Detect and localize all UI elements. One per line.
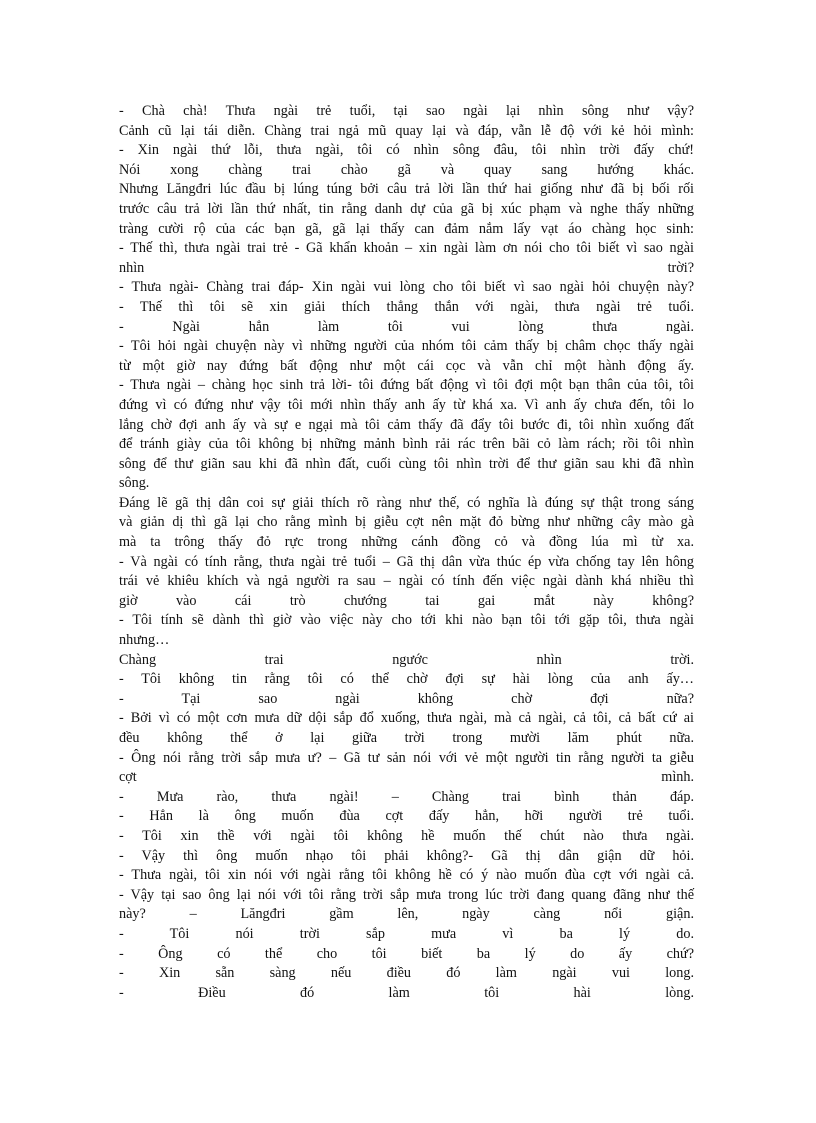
text-line: Nhưng Lăngđri lúc đầu bị lúng túng bởi câu trả lời lần thứ hai giống như đã bị bối rối (119, 181, 694, 198)
text-line: cợt mình. (119, 769, 694, 786)
text-line: - Vậy thì ông muốn nhạo tôi phải không?- Gã thị dân giận dữ hỏi. (119, 847, 694, 864)
text-line: - Tại sao ngài không chờ đợi nữa? (119, 690, 694, 707)
text-line: - Chà chà! Thưa ngài trẻ tuổi, tại sao ngài lại nhìn sông như vậy? (119, 103, 694, 119)
text-line: tràng cười rộ của các bạn gã, gã lại thấy can đảm nắm lấy vạt áo chàng học sinh: (119, 220, 694, 237)
text-line: Chàng trai ngước nhìn trời. (119, 651, 694, 668)
text-line: - Tôi hỏi ngài chuyện này vì những người của nhóm tôi cảm thấy bị châm chọc thấy ngài (119, 338, 694, 355)
text-line: - Ông nói rằng trời sắp mưa ư? – Gã tư sản nói với vẻ một người tin rằng người ta giễu (119, 749, 694, 766)
text-line: - Tôi tính sẽ dành thì giờ vào việc này cho tới khi nào bạn tôi tới gặp tôi, thưa ngài (119, 612, 694, 629)
text-line: - Và ngài có tính rằng, thưa ngài trẻ tuổi – Gã thị dân vừa thúc ép vừa chống tay lên hông (119, 553, 694, 570)
text-line: và giản dị thì gã lại cho rằng mình bị giễu cợt nên mặt đỏ bừng như những cây mào gà (119, 514, 694, 531)
text-line: Nói xong chàng trai chào gã và quay sang hướng khác. (119, 161, 694, 178)
text-line: trái vẻ khiêu khích và ngả người ra sau – ngài có tính đến việc ngài dành khá nhiều thì (119, 573, 694, 590)
text-line: - Ông có thể cho tôi biết ba lý do ấy chứ? (119, 945, 694, 962)
text-line: - Xin ngài thứ lỗi, thưa ngài, tôi có nhìn sông đâu, tôi nhìn trời đấy chứ! (119, 142, 694, 159)
text-line: - Thưa ngài – chàng học sinh trả lời- tôi đứng bất động vì tôi đợi một bạn thân của tôi, tôi (119, 377, 694, 394)
text-line: lắng chờ đợi anh ấy và sự e ngại mà tôi cảm thấy đã đẩy tôi bước đi, tôi nhìn xuống đất (119, 416, 694, 433)
text-line: - Ngài hẳn làm tôi vui lòng thưa ngài. (119, 318, 694, 335)
text-line: - Mưa rào, thưa ngài! – Chàng trai bình thản đáp. (119, 788, 694, 805)
text-line: - Điều đó làm tôi hài lòng. (119, 984, 694, 1001)
text-line: mà ta trông thấy đỏ rực trong những cánh đồng cỏ và đồng lúa mì từ xa. (119, 534, 694, 551)
text-line: nhìn trời? (119, 259, 694, 276)
text-line: - Tôi nói trời sắp mưa vì ba lý do. (119, 925, 694, 942)
text-line: - Thưa ngài- Chàng trai đáp- Xin ngài vui lòng cho tôi biết vì sao ngài hỏi chuyện này? (119, 279, 694, 296)
text-line: trước câu trả lời lần thứ nhất, tin rằng danh dự của gã bị xúc phạm và nghe thấy những (119, 200, 694, 217)
text-line: - Vậy tại sao ông lại nói với tôi rằng trời sắp mưa trong lúc trời đang quang đãng như thế (119, 886, 694, 903)
text-line: - Tôi xin thề với ngài tôi không hề muốn thế chút nào thưa ngài. (119, 827, 694, 844)
text-line: - Hẳn là ông muốn đùa cợt đấy hẳn, hỡi người trẻ tuổi. (119, 808, 694, 825)
text-line: để tránh giày của tôi không bị những mảnh bình rải rác trên bãi cỏ làm rách; rồi tôi nhìn (119, 436, 694, 453)
text-line: sông để thư giãn sau khi đã nhìn đất, cuối cùng tôi nhìn trời để thư giãn sau khi đã nhìn (119, 455, 694, 472)
text-line: Cảnh cũ lại tái diễn. Chàng trai ngả mũ quay lại và đáp, vẫn lễ độ với kẻ hỏi mình: (119, 122, 694, 139)
text-line: từ một giờ nay đứng bất động như một cái cọc và vẫn chỉ một hành động ấy. (119, 357, 694, 374)
text-line: giờ vào cái trò chướng tai gai mắt này không? (119, 592, 694, 609)
text-line: - Thế thì, thưa ngài trai trẻ - Gã khẩn khoản – xin ngài làm ơn nói cho tôi biết vì sao ngài (119, 240, 694, 257)
text-line: - Thế thì tôi sẽ xin giải thích thẳng thắn với ngài, thưa ngài trẻ tuổi. (119, 298, 694, 315)
text-line: - Thưa ngài, tôi xin nói với ngài rằng tôi không hề có ý nào muốn đùa cợt với ngài cả. (119, 867, 694, 884)
text-line: - Tôi không tin rằng tôi có thể chờ đợi sự hài lòng của anh ấy… (119, 671, 694, 688)
text-line: đứng vì có đứng như vậy tôi mới nhìn thấy anh ấy từ khá xa. Vì anh ấy chưa đến, tôi lo (119, 396, 694, 413)
text-line: sông. (119, 475, 150, 492)
text-line: - Xin sẵn sàng nếu điều đó làm ngài vui long. (119, 965, 694, 982)
text-line: Đáng lẽ gã thị dân coi sự giải thích rõ ràng như thế, có nghĩa là đúng sự thật trong sáng (119, 494, 694, 511)
text-line: đều không thể ở lại giữa trời trong mười lăm phút nữa. (119, 730, 694, 746)
text-line: nhưng… (119, 632, 170, 649)
text-line: - Bởi vì có một cơn mưa dữ dội sắp đổ xuống, thưa ngài, mà cả ngài, cả tôi, cả bất cứ ai (119, 710, 694, 727)
text-line: này? – Lăngđri gầm lên, ngày càng nổi giận. (119, 906, 694, 923)
document-page (119, 102, 694, 1003)
